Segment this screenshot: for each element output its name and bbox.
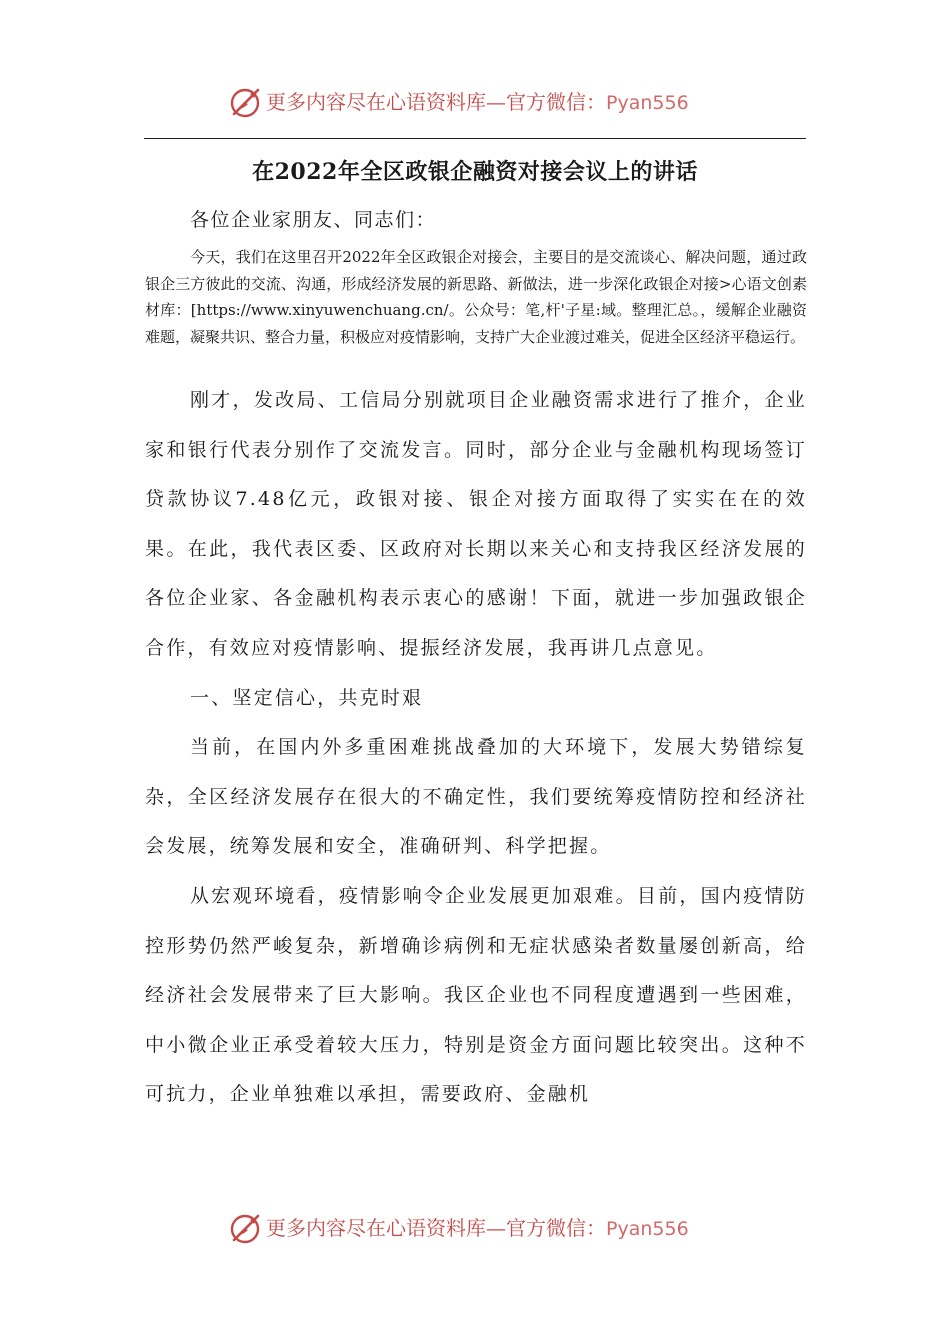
footer-banner: [0, 1204, 950, 1254]
header-divider: [144, 138, 806, 139]
banner-label: 官方微信：: [506, 1216, 606, 1240]
banner-text: [266, 88, 689, 117]
banner-wechat-id: Pyan556: [606, 1218, 689, 1240]
banner-label: 官方微信：: [506, 90, 606, 114]
banner-dash: —: [486, 1216, 506, 1240]
paragraph-1: 刚才，发改局、工信局分别就项目企业融资需求进行了推介，企业家和银行代表分别作了交流发言。同时，部分企业与金融机构现场签订贷款协议7.48亿元，政银对接、银企对接方面取得了实实在在的效果。在此，我代表区委、区政府对长期以来关心和支持我区经济发展的各位企业家、各金融机构表示衷心的感谢！下面，就进一步加强政银企合作，有效应对疫情影响、提振经济发展，我再讲几点意见。: [145, 389, 807, 659]
header-banner: [0, 78, 950, 128]
banner-wechat-id: Pyan556: [606, 92, 689, 114]
banner-slogan: 更多内容尽在心语资料库: [266, 90, 486, 114]
section-heading-1: 一、坚定信心，共克时艰: [190, 686, 424, 709]
banner-text: [266, 1214, 689, 1243]
banner-slogan: 更多内容尽在心语资料库: [266, 1216, 486, 1240]
pen-logo-icon: [228, 84, 264, 120]
intro-paragraph: 今天，我们在这里召开2022年全区政银企对接会，主要目的是交流谈心、解决问题，通过政银企三方彼此的交流、沟通，形成经济发展的新思路、新做法，进一步深化政银企对接>心语文创素材库：[https://www.xinyuwenchuang.cn/。公众号：笔,杆'子星:域。整理汇总。，缓解企业融资难题，凝聚共识、整合力量，积极应对疫情影响，支持广大企业渡过难关，促进全区经济平稳运行。: [145, 248, 807, 346]
banner-dash: —: [486, 90, 506, 114]
paragraph-3: 从宏观环境看，疫情影响令企业发展更加艰难。目前，国内疫情防控形势仍然严峻复杂，新增确诊病例和无症状感染者数量屡创新高，给经济社会发展带来了巨大影响。我区企业也不同程度遭遇到一些困难，中小微企业正承受着较大压力，特别是资金方面问题比较突出。这种不可抗力，企业单独难以承担，需要政府、金融机: [145, 884, 807, 1106]
paragraph-2: 当前，在国内外多重困难挑战叠加的大环境下，发展大势错综复杂，全区经济发展存在很大的不确定性，我们要统筹疫情防控和经济社会发展，统筹发展和安全，准确研判、科学把握。: [145, 736, 807, 858]
salutation: 各位企业家朋友、同志们：: [190, 209, 437, 231]
pen-logo-icon: [228, 1210, 264, 1246]
body-content: [145, 376, 807, 1120]
document-title: 在2022年全区政银企融资对接会议上的讲话: [252, 159, 698, 185]
